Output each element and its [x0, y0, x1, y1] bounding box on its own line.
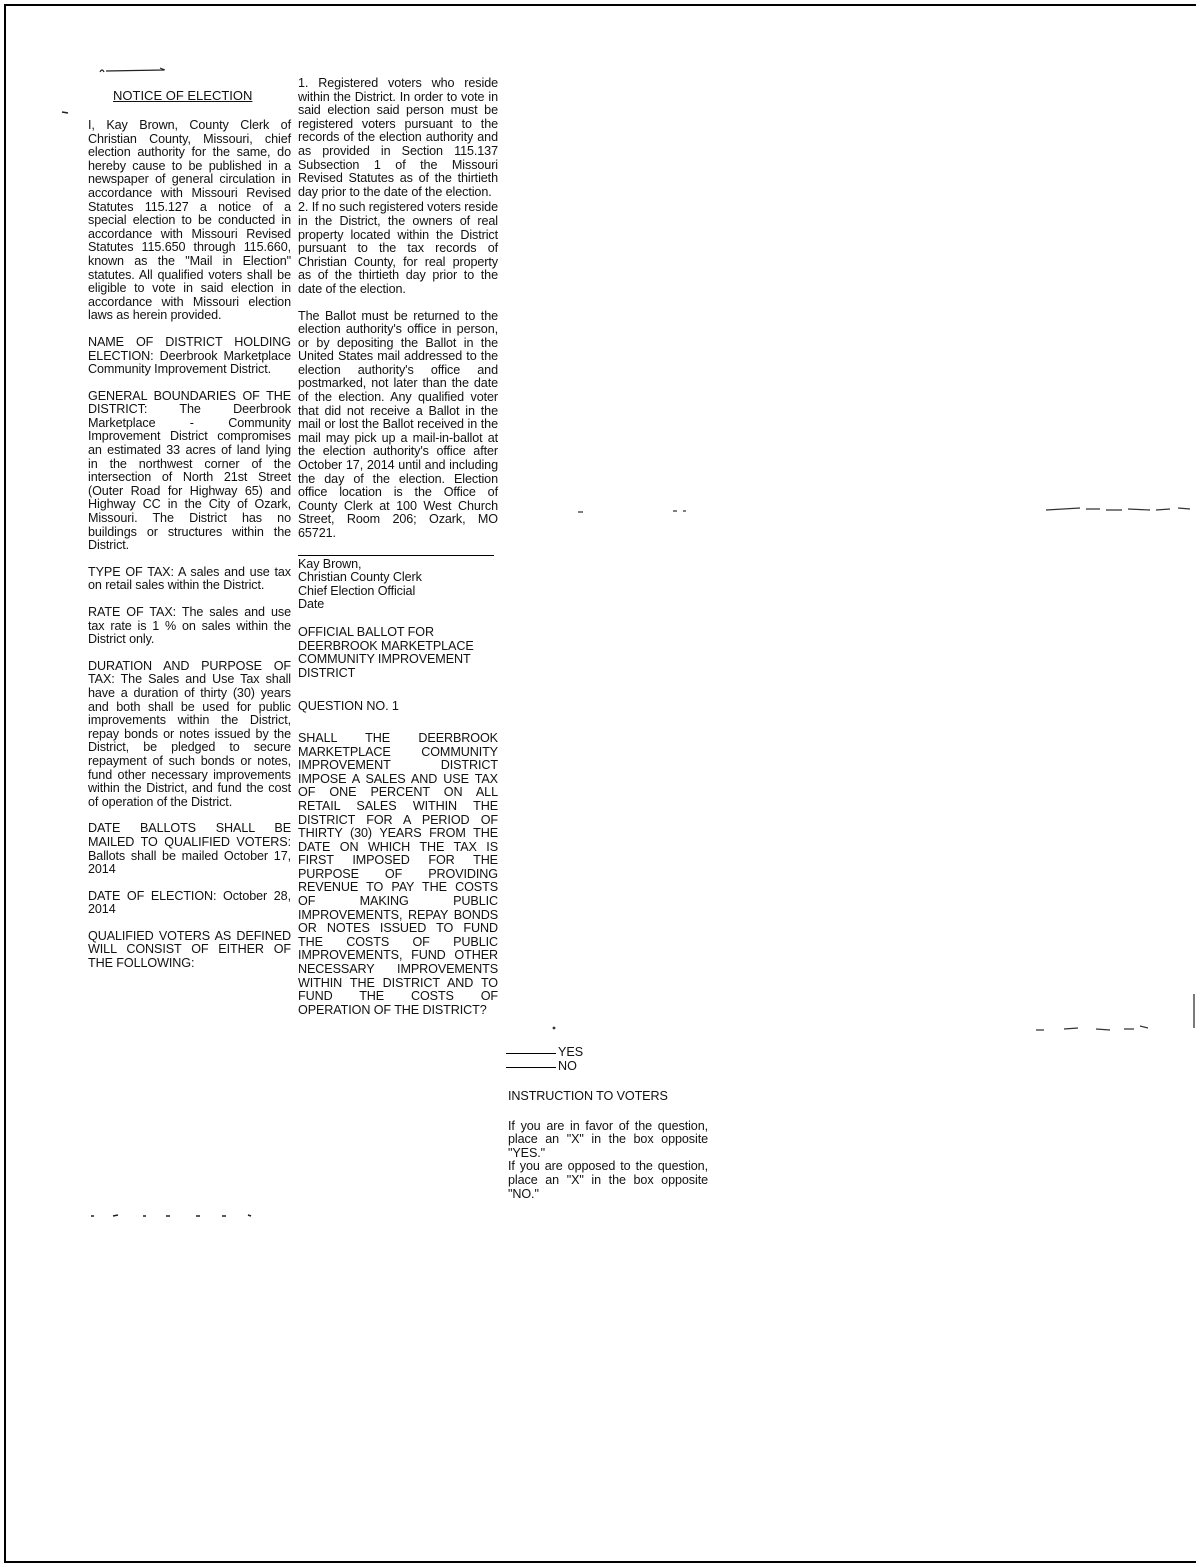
- instructions-opposed: If you are opposed to the question, place an "X" in the box opposite "NO.": [508, 1159, 708, 1201]
- signature-line: [298, 555, 494, 556]
- column-left: [88, 119, 291, 984]
- district-name-paragraph: NAME OF DISTRICT HOLDING ELECTION: Deerbrook Marketplace Community Improvement District.: [88, 334, 291, 377]
- question-label: QUESTION NO. 1: [298, 699, 399, 714]
- signature-name: Kay Brown,: [298, 556, 362, 571]
- scan-speck: [550, 1024, 560, 1032]
- option-yes[interactable]: [506, 1046, 583, 1059]
- question-text: SHALL THE DEERBROOK MARKETPLACE COMMUNITY IMPROVEMENT DISTRICT IMPOSE A SALES AND USE TAX OF ONE PERCENT ON ALL RETAIL SALES WITHIN THE DISTRICT FOR A PERIOD OF THIRTY (30) YEARS FROM THE DATE ON WHICH THE TAX IS FIRST IMPOSED FOR THE PURPOSE OF PROVIDING REVENUE TO PAY THE COSTS OF MAKING PUBLIC IMPROVEMENTS, REPAY BONDS OR NOTES ISSUED TO FUND THE COSTS OF PUBLIC IMPROVEMENTS, FUND OTHER NECESSARY IMPROVEMENTS WITHIN THE DISTRICT AND TO FUND THE COSTS OF OPERATION OF THE DISTRICT?: [298, 730, 498, 1017]
- column-instructions: [508, 1090, 708, 1214]
- signature-title-1: Christian County Clerk: [298, 570, 422, 585]
- option-no[interactable]: [506, 1060, 577, 1073]
- instructions-heading: INSTRUCTION TO VOTERS: [508, 1089, 668, 1103]
- signature-title-2: Chief Election Official: [298, 583, 416, 598]
- qualified-voters-paragraph: QUALIFIED VOTERS AS DEFINED WILL CONSIST OF EITHER OF THE FOLLOWING:: [88, 928, 291, 971]
- tax-rate-paragraph: RATE OF TAX: The sales and use tax rate is 1 % on sales within the District only.: [88, 605, 291, 647]
- yes-blank[interactable]: [506, 1052, 556, 1054]
- duration-paragraph: DURATION AND PURPOSE OF TAX: The Sales and Use Tax shall have a duration of thirty (30) years and both shall be used for public improvements within the District, repay bonds or notes issued by the District, be pledged to secure repayment of such bonds or notes, fund other necessary improvements within the District, and fund the cost of operation of the District.: [88, 658, 291, 809]
- ballot-heading: OFFICIAL BALLOT FOR DEERBROOK MARKETPLACE COMMUNITY IMPROVEMENT DISTRICT: [298, 624, 474, 680]
- scan-cutoff-line: [88, 1208, 268, 1220]
- notice-title: NOTICE OF ELECTION: [113, 88, 253, 103]
- scan-speck: [60, 108, 72, 116]
- no-label: NO: [558, 1059, 577, 1073]
- yes-label: YES: [558, 1045, 584, 1059]
- scan-dashes: [1040, 500, 1198, 516]
- election-date-paragraph: DATE OF ELECTION: October 28, 2014: [88, 888, 291, 917]
- scan-speck: [575, 505, 695, 517]
- signature-block: [298, 555, 498, 612]
- signature-date-label: Date: [298, 597, 325, 612]
- scan-mark: [98, 66, 168, 76]
- column-middle: [298, 77, 498, 1030]
- mail-date-paragraph: DATE BALLOTS SHALL BE MAILED TO QUALIFIED VOTERS: Ballots shall be mailed October 17, 2014: [88, 821, 291, 877]
- instructions-favor: If you are in favor of the question, place an "X" in the box opposite "YES.": [508, 1118, 708, 1160]
- voter-item-1: 1. Registered voters who reside within the District. In order to vote in said election said person must be registered voters pursuant to the records of the election authority and as provided in Section 115.137 Subsection 1 of the Missouri Revised Statutes as of the thirtieth day prior to the date of the election.: [298, 76, 498, 199]
- no-blank[interactable]: [506, 1066, 556, 1068]
- ballot-return-paragraph: The Ballot must be returned to the election authority's office in person, or by depositing the Ballot in the United States mail addressed to the election authority's office and postmarked, not later than the date of the election. Any qualified voter that did not receive a Ballot in the mail or lost the Ballot received in the mail may pick up a mail-in-ballot at the election authority's office after October 17, 2014 until and including the day of the election. Election office location is the Office of County Clerk at 100 West Church Street, Room 206; Ozark, MO 65721.: [298, 308, 498, 540]
- scan-dashes: [1030, 990, 1200, 1036]
- boundaries-paragraph: GENERAL BOUNDARIES OF THE DISTRICT: The Deerbrook Marketplace - Community Improvement District compromises an estimated 33 acres of land lying in the northwest corner of the intersection of North 21st Street (Outer Road for Highway 65) and Highway CC in the City of Ozark, Missouri. The District has no buildings or structures within the District.: [88, 388, 291, 553]
- voter-item-2: 2. If no such registered voters reside in the District, the owners of real property located within the District pursuant to the tax records of Christian County, for real property as of the thirtieth day prior to the date of the election.: [298, 200, 498, 296]
- tax-type-paragraph: TYPE OF TAX: A sales and use tax on retail sales within the District.: [88, 564, 291, 593]
- intro-paragraph: I, Kay Brown, County Clerk of Christian County, Missouri, chief election authority for the same, do hereby cause to be published in a newspaper of general circulation in accordance with Missouri Revised Statutes 115.127 a notice of a special election to be conducted in accordance with Missouri Revised Statutes 115.650 through 115.660, known as the "Mail in Election" statutes. All qualified voters shall be eligible to vote in said election in accordance with Missouri election laws as herein provided.: [88, 118, 291, 323]
